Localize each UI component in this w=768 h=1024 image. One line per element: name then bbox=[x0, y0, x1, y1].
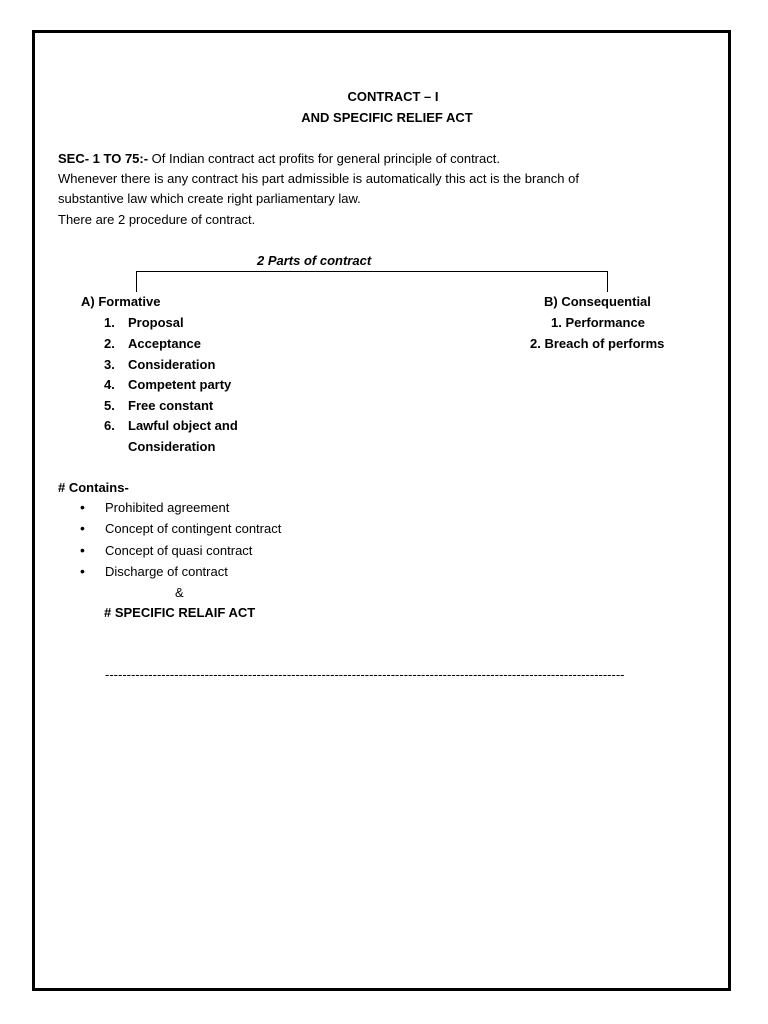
list-item-number: 4. bbox=[104, 377, 115, 392]
consequential-item: 1. Performance bbox=[551, 315, 645, 330]
bullet-icon: • bbox=[80, 563, 85, 579]
consequential-label: B) Consequential bbox=[544, 294, 651, 309]
specific-relief-heading: # SPECIFIC RELAIF ACT bbox=[104, 605, 256, 620]
list-item: Free constant bbox=[128, 398, 214, 413]
bullet-icon: • bbox=[80, 499, 85, 515]
bullet-icon: • bbox=[80, 520, 85, 536]
intro-line-4: There are 2 procedure of contract. bbox=[58, 212, 256, 227]
list-item-number: 2. bbox=[104, 336, 115, 351]
list-item-number: 3. bbox=[104, 357, 115, 372]
list-item-continuation: Consideration bbox=[128, 439, 216, 454]
tree-connector-horizontal bbox=[136, 271, 608, 272]
list-item: Competent party bbox=[128, 377, 232, 392]
list-item: Consideration bbox=[128, 357, 216, 372]
tree-connector-left bbox=[136, 271, 137, 292]
list-item: Concept of quasi contract bbox=[105, 543, 253, 558]
contains-heading: # Contains- bbox=[58, 480, 129, 495]
bullet-icon: • bbox=[80, 542, 85, 558]
intro-line-2: Whenever there is any contract his part admissible is automatically this act is the branch of bbox=[58, 171, 579, 186]
tree-connector-right bbox=[607, 271, 608, 292]
intro-line-3: substantive law which create right parliamentary law. bbox=[58, 191, 361, 206]
list-item: Discharge of contract bbox=[105, 564, 228, 579]
sec-text: Of Indian contract act profits for general principle of contract. bbox=[148, 151, 500, 166]
list-item: Lawful object and bbox=[128, 418, 238, 433]
list-item: Prohibited agreement bbox=[105, 500, 230, 515]
intro-line-1 bbox=[58, 150, 500, 167]
list-item-number: 1. bbox=[104, 315, 115, 330]
ampersand: & bbox=[175, 585, 184, 600]
document-title-line2: AND SPECIFIC RELIEF ACT bbox=[301, 110, 473, 125]
sec-label: SEC- 1 TO 75:- bbox=[58, 151, 149, 166]
consequential-item: 2. Breach of performs bbox=[530, 336, 665, 351]
diagram-heading: 2 Parts of contract bbox=[257, 253, 372, 268]
list-item-number: 5. bbox=[104, 398, 115, 413]
list-item: Concept of contingent contract bbox=[105, 521, 282, 536]
list-item-number: 6. bbox=[104, 418, 115, 433]
document-title-line1: CONTRACT – I bbox=[347, 89, 439, 104]
dashed-divider: ------------------------------------------------------------------------------------------------------------------------ bbox=[105, 667, 625, 682]
list-item: Proposal bbox=[128, 315, 184, 330]
formative-label: A) Formative bbox=[81, 294, 161, 309]
list-item: Acceptance bbox=[128, 336, 201, 351]
